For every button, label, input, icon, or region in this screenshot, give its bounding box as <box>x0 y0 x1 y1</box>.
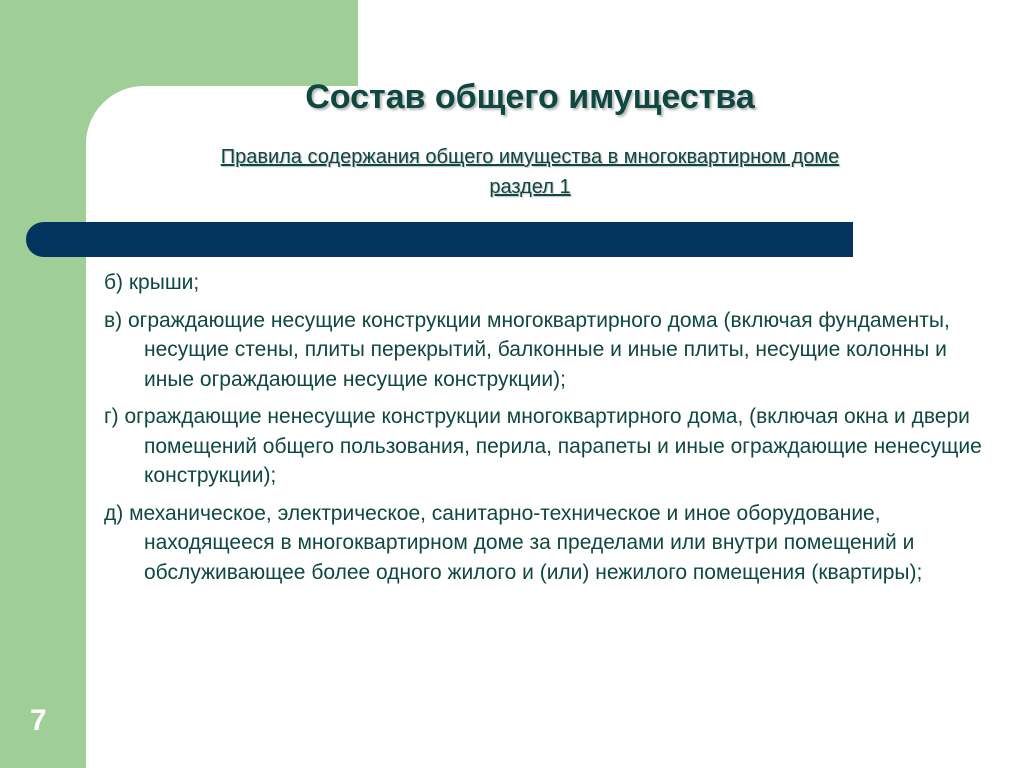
decorative-blue-bar <box>26 222 853 257</box>
page-number: 7 <box>30 704 47 737</box>
decorative-green-strip <box>0 0 86 768</box>
item-list <box>104 268 994 595</box>
slide-title: Состав общего имущества <box>305 78 755 116</box>
subtitle-link[interactable] <box>86 142 974 202</box>
list-item: б) крыши; <box>104 271 200 294</box>
subtitle-link-line2[interactable]: раздел 1 <box>489 176 571 198</box>
list-item: д) механическое, электрическое, санитарно-техническое и иное оборудование, находящееся в многоквартирном доме за пределами или внутри помещений и обслуживающее более одного жилого и (или) нежилого помещения (квартиры); <box>104 501 923 584</box>
subtitle-link-line1[interactable]: Правила содержания общего имущества в многоквартирном доме <box>220 146 840 168</box>
list-item: г) ограждающие ненесущие конструкции многоквартирного дома, (включая окна и двери помещений общего пользования, перила, парапеты и иные ограждающие ненесущие конструкции); <box>104 405 982 487</box>
list-item: в) ограждающие несущие конструкции многоквартирного дома (включая фундаменты, несущие стены, плиты перекрытий, балконные и иные плиты, несущие колонны и иные ограждающие несущие конструкции); <box>104 308 950 391</box>
